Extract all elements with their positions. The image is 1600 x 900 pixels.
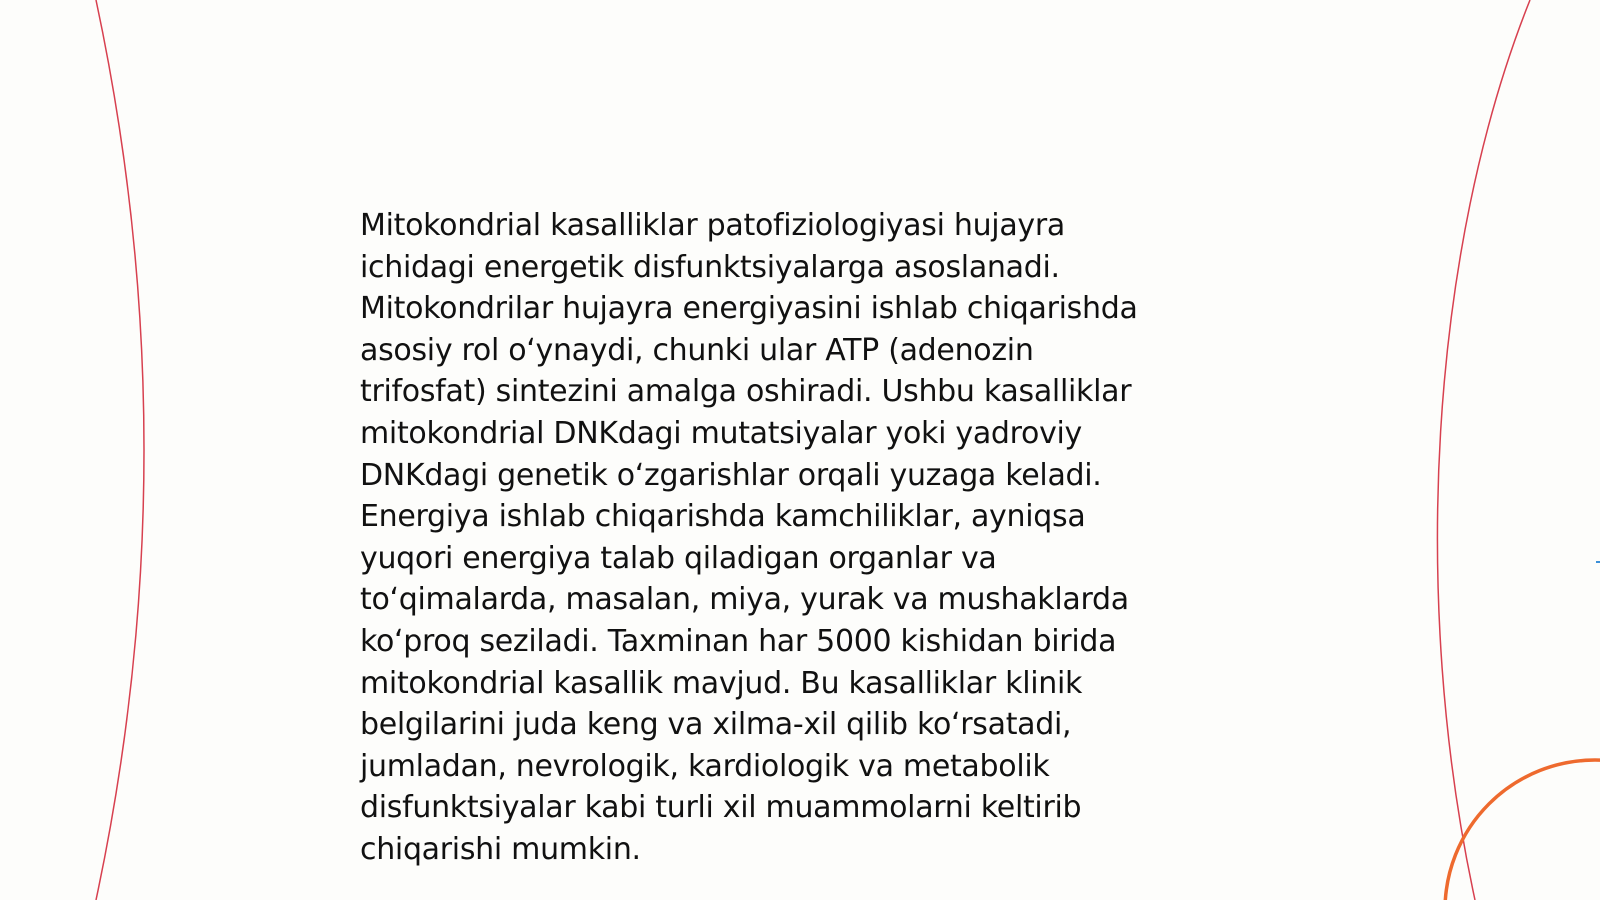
- right-arc-line: [1437, 0, 1530, 900]
- paragraph-line: belgilarini juda keng va xilma-xil qilib ko‘rsatadi,: [360, 707, 1072, 743]
- body-paragraph: [360, 205, 1240, 871]
- paragraph-line: Mitokondrial kasalliklar patofiziologiyasi hujayra: [360, 208, 1065, 243]
- left-arc-line: [96, 0, 144, 900]
- paragraph-line: jumladan, nevrologik, kardiologik va metabolik: [360, 748, 1050, 784]
- paragraph-line: ko‘proq seziladi. Taxminan har 5000 kishidan birida: [360, 623, 1117, 659]
- paragraph-line: DNKdagi genetik o‘zgarishlar orqali yuzaga keladi.: [360, 457, 1102, 493]
- paragraph-line: ichidagi energetik disfunktsiyalarga asoslanadi.: [360, 249, 1060, 285]
- paragraph-line: mitokondrial DNKdagi mutatsiyalar yoki yadroviy: [360, 415, 1083, 451]
- orange-circle-outline: [1445, 760, 1600, 900]
- paragraph-line: asosiy rol o‘ynaydi, chunki ular ATP (adenozin: [360, 332, 1034, 368]
- paragraph-line: to‘qimalarda, masalan, miya, yurak va mushaklarda: [360, 582, 1129, 618]
- paragraph-line: chiqarishi mumkin.: [360, 831, 641, 867]
- paragraph-line: Energiya ishlab chiqarishda kamchiliklar, ayniqsa: [360, 499, 1086, 535]
- paragraph-line: mitokondrial kasallik mavjud. Bu kasalliklar klinik: [360, 665, 1083, 701]
- paragraph-line: disfunktsiyalar kabi turli xil muammolarni keltirib: [360, 790, 1082, 826]
- paragraph-line: yuqori energiya talab qiladigan organlar va: [360, 540, 997, 576]
- paragraph-line: Mitokondrilar hujayra energiyasini ishlab chiqarishda: [360, 291, 1138, 327]
- paragraph-line: trifosfat) sintezini amalga oshiradi. Ushbu kasalliklar: [360, 374, 1132, 410]
